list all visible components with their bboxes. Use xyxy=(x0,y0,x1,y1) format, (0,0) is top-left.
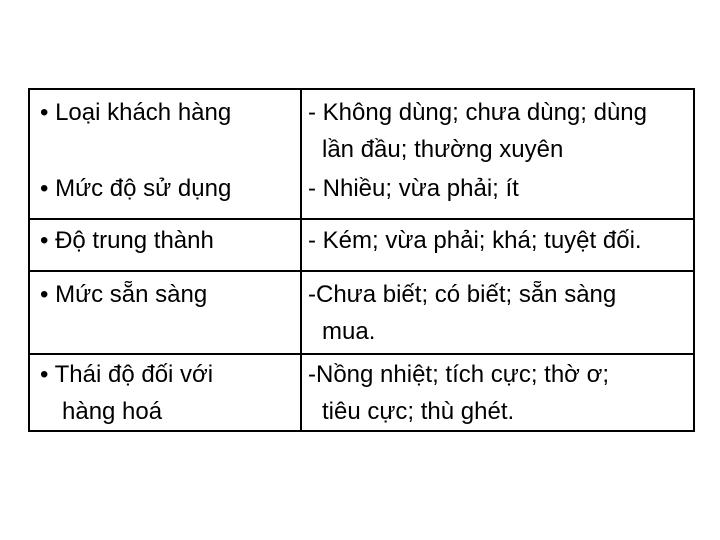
row-4-values: -Chưa biết; có biết; sẵn sàng mua. xyxy=(308,281,617,345)
row-1-criterion: • Loại khách hàng xyxy=(40,99,232,126)
row-5-values: -Nồng nhiệt; tích cực; thờ ơ; tiêu cực; thù ghét. xyxy=(308,361,609,425)
segmentation-table xyxy=(28,88,695,432)
row-4-criterion: • Mức sẵn sàng xyxy=(40,281,208,308)
row-3-values: - Kém; vừa phải; khá; tuyệt đối. xyxy=(308,227,642,254)
row-3-criterion: • Độ trung thành xyxy=(40,227,214,254)
row-divider xyxy=(30,353,693,355)
row-1-values: - Không dùng; chưa dùng; dùng lần đầu; thường xuyên xyxy=(308,99,647,163)
row-divider xyxy=(30,218,693,220)
column-divider xyxy=(300,90,302,430)
row-2-criterion: • Mức độ sử dụng xyxy=(40,175,232,202)
row-5-criterion: • Thái độ đối với hàng hoá xyxy=(40,361,214,425)
row-divider xyxy=(30,270,693,272)
row-2-values: - Nhiều; vừa phải; ít xyxy=(308,175,519,202)
